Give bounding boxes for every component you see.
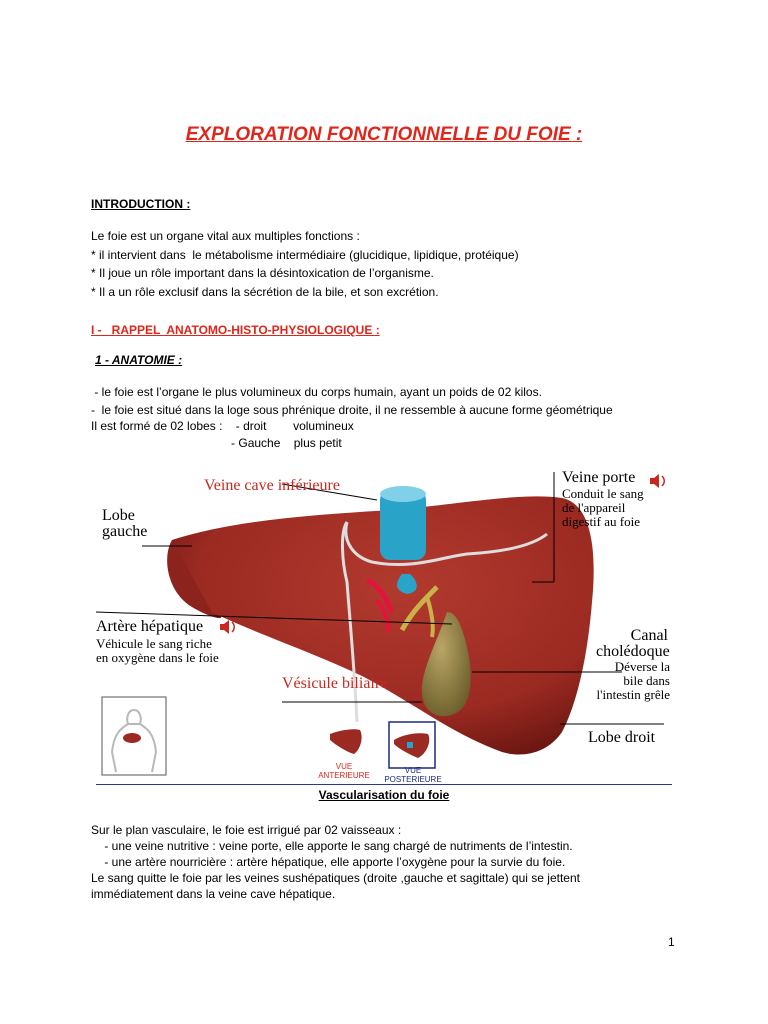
intro-line: * Il joue un rôle important dans la désintoxication de l’organisme.: [91, 266, 434, 280]
label-lobe-gauche: Lobe gauche: [102, 507, 148, 540]
label-artere-hepatique: Artère hépatique: [96, 618, 204, 635]
anatomy-line: - le foie est situé dans la loge sous phrénique droite, il ne ressemble à aucune forme géométrique: [91, 403, 613, 417]
label-vue-anterieure: VUE ANTERIEURE: [318, 762, 370, 780]
anatomy-line: Il est formé de 02 lobes : - droit volumineux: [91, 419, 354, 433]
figure-caption: Vascularisation du foie: [318, 788, 450, 802]
section-heading: I - RAPPEL ANATOMO-HISTO-PHYSIOLOGIQUE :: [91, 323, 380, 337]
page-title: EXPLORATION FONCTIONNELLE DU FOIE :: [185, 124, 583, 145]
page-number: 1: [668, 935, 675, 949]
label-vue-posterieure: VUE POSTERIEURE: [384, 766, 442, 784]
vascular-line: Sur le plan vasculaire, le foie est irrigué par 02 vaisseaux :: [91, 823, 402, 837]
anatomy-line: - le foie est l’organe le plus volumineux du corps humain, ayant un poids de 02 kilos.: [91, 385, 542, 399]
vascular-line: immédiatement dans la veine cave hépatique.: [91, 887, 336, 901]
intro-line: * il intervient dans le métabolisme intermédiaire (glucidique, lipidique, protéique): [91, 248, 519, 262]
label-canal-choledoque: Canal cholédoque: [596, 627, 670, 660]
label-vesicule-biliaire: Vésicule biliaire: [282, 675, 388, 692]
anatomy-line: - Gauche plus petit: [91, 436, 342, 450]
speaker-icon: [220, 620, 229, 634]
label-veine-porte-desc: Conduit le sang de l'appareil digestif au foie: [562, 486, 644, 529]
vascular-line: - une veine nutritive : veine porte, elle apporte le sang chargé de nutriments de l’intestin.: [91, 839, 573, 853]
label-lobe-droit: Lobe droit: [588, 729, 656, 746]
figure-divider: [96, 784, 672, 785]
subsection-heading: 1 - ANATOMIE :: [95, 353, 183, 367]
intro-line: * Il a un rôle exclusif dans la sécrétion de la bile, et son excrétion.: [91, 285, 439, 299]
intro-heading: INTRODUCTION :: [91, 197, 191, 211]
label-veine-cave: Veine cave inférieure: [204, 477, 340, 494]
speaker-icon: [650, 474, 659, 488]
label-canal-desc: Déverse la bile dans l'intestin grêle: [596, 659, 670, 702]
intro-line: Le foie est un organe vital aux multiples fonctions :: [91, 229, 360, 243]
label-artere-desc: Véhicule le sang riche en oxygène dans le foie: [96, 636, 219, 665]
label-veine-porte: Veine porte: [562, 469, 636, 486]
liver-figure: [92, 462, 672, 787]
vascular-line: - une artère nourricière : artère hépatique, elle apporte l’oxygène pour la survie du foie.: [91, 855, 566, 869]
vascular-line: Le sang quitte le foie par les veines sushépatiques (droite ,gauche et sagittale) qui se jettent: [91, 871, 580, 885]
